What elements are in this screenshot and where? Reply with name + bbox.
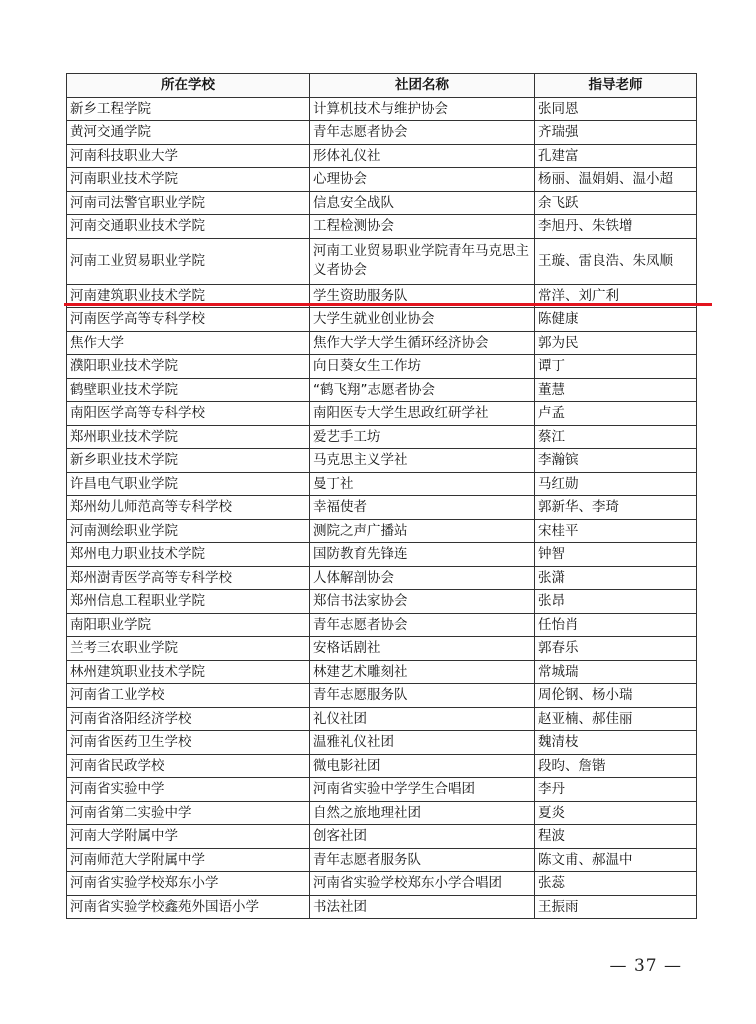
advisor-cell: 杨丽、温娟娟、温小超: [535, 168, 697, 192]
club-cell: 工程检测协会: [310, 215, 535, 239]
school-cell: 南阳职业学院: [67, 613, 310, 637]
club-cell: 大学生就业创业协会: [310, 308, 535, 332]
advisor-cell: 齐瑞强: [535, 121, 697, 145]
advisor-cell: 李丹: [535, 778, 697, 802]
club-cell: 河南省实验学校郑东小学合唱团: [310, 872, 535, 896]
club-cell: 青年志愿服务队: [310, 684, 535, 708]
table-row: [67, 519, 697, 543]
table-row: [67, 378, 697, 402]
red-highlight-line: [64, 303, 712, 306]
advisor-cell: 魏清枝: [535, 731, 697, 755]
table-row: [67, 472, 697, 496]
club-cell: 安格话剧社: [310, 637, 535, 661]
school-cell: 河南建筑职业技术学院: [67, 284, 310, 308]
advisor-cell: 任怡肖: [535, 613, 697, 637]
club-cell: 焦作大学大学生循环经济协会: [310, 331, 535, 355]
club-cell: 郑信书法家协会: [310, 590, 535, 614]
advisor-cell: 陈文甫、郝温中: [535, 848, 697, 872]
header-school: 所在学校: [67, 74, 310, 98]
advisor-cell: 常城瑞: [535, 660, 697, 684]
header-advisor: 指导老师: [535, 74, 697, 98]
club-cell: 青年志愿者协会: [310, 121, 535, 145]
school-cell: 郑州澍青医学高等专科学校: [67, 566, 310, 590]
school-cell: 黄河交通学院: [67, 121, 310, 145]
school-cell: 林州建筑职业技术学院: [67, 660, 310, 684]
school-cell: 许昌电气职业学院: [67, 472, 310, 496]
club-cell: 计算机技术与维护协会: [310, 97, 535, 121]
school-cell: 河南省洛阳经济学校: [67, 707, 310, 731]
advisor-cell: 李瀚镔: [535, 449, 697, 473]
school-cell: 河南科技职业大学: [67, 144, 310, 168]
table-row: [67, 801, 697, 825]
club-cell: 自然之旅地理社团: [310, 801, 535, 825]
school-cell: 河南医学高等专科学校: [67, 308, 310, 332]
club-cell: 学生资助服务队: [310, 284, 535, 308]
table-row: [67, 613, 697, 637]
header-club: 社团名称: [310, 74, 535, 98]
school-cell: 河南司法警官职业学院: [67, 191, 310, 215]
table-row: [67, 848, 697, 872]
school-cell: 河南省实验中学: [67, 778, 310, 802]
table-row: [67, 707, 697, 731]
advisor-cell: 董慧: [535, 378, 697, 402]
school-cell: 濮阳职业技术学院: [67, 355, 310, 379]
school-cell: 河南省实验学校鑫苑外国语小学: [67, 895, 310, 919]
table-row: [67, 331, 697, 355]
advisor-cell: 宋桂平: [535, 519, 697, 543]
school-cell: 河南省实验学校郑东小学: [67, 872, 310, 896]
table-row: [67, 121, 697, 145]
school-cell: 郑州职业技术学院: [67, 425, 310, 449]
advisor-cell: 夏炎: [535, 801, 697, 825]
advisor-cell: 郭新华、李琦: [535, 496, 697, 520]
table-row: [67, 660, 697, 684]
school-cell: 河南测绘职业学院: [67, 519, 310, 543]
club-cell: 测院之声广播站: [310, 519, 535, 543]
table-row: [67, 872, 697, 896]
table-body: [67, 97, 697, 919]
club-cell: 人体解剖协会: [310, 566, 535, 590]
school-cell: 新乡职业技术学院: [67, 449, 310, 473]
advisor-cell: 李旭丹、朱铁增: [535, 215, 697, 239]
table-row: [67, 684, 697, 708]
school-cell: 鹤壁职业技术学院: [67, 378, 310, 402]
advisor-cell: 孔建富: [535, 144, 697, 168]
table-row: [67, 168, 697, 192]
school-cell: 河南职业技术学院: [67, 168, 310, 192]
table-row: [67, 402, 697, 426]
table-row: [67, 637, 697, 661]
school-cell: 新乡工程学院: [67, 97, 310, 121]
advisor-cell: 王璇、雷良浩、朱凤顺: [535, 238, 697, 284]
club-cell: 河南省实验中学学生合唱团: [310, 778, 535, 802]
advisor-cell: 张蕊: [535, 872, 697, 896]
club-cell: 青年志愿者服务队: [310, 848, 535, 872]
advisor-cell: 王振雨: [535, 895, 697, 919]
table-row: [67, 308, 697, 332]
school-cell: 郑州电力职业技术学院: [67, 543, 310, 567]
club-cell: 温雅礼仪社团: [310, 731, 535, 755]
table-row: [67, 238, 697, 284]
table-row: [67, 778, 697, 802]
table-row: [67, 355, 697, 379]
advisor-cell: 常洋、刘广利: [535, 284, 697, 308]
advisor-cell: 郭为民: [535, 331, 697, 355]
page-number: — 37 —: [609, 956, 682, 976]
advisor-cell: 钟智: [535, 543, 697, 567]
table-row: [67, 825, 697, 849]
advisor-cell: 张昂: [535, 590, 697, 614]
advisor-cell: 张潇: [535, 566, 697, 590]
club-cell: 书法社团: [310, 895, 535, 919]
table-row: [67, 449, 697, 473]
club-cell: 礼仪社团: [310, 707, 535, 731]
table-row: [67, 215, 697, 239]
club-cell: 信息安全战队: [310, 191, 535, 215]
table-row: [67, 731, 697, 755]
advisor-cell: 卢孟: [535, 402, 697, 426]
table-row: [67, 425, 697, 449]
advisor-cell: 程波: [535, 825, 697, 849]
table-row: [67, 191, 697, 215]
table-row: [67, 754, 697, 778]
club-cell: 创客社团: [310, 825, 535, 849]
school-cell: 河南省民政学校: [67, 754, 310, 778]
advisor-cell: 张同恩: [535, 97, 697, 121]
advisor-cell: 谭丁: [535, 355, 697, 379]
school-cell: 焦作大学: [67, 331, 310, 355]
table-row: [67, 543, 697, 567]
advisor-cell: 周伦钢、杨小瑞: [535, 684, 697, 708]
advisor-cell: 赵亚楠、郝佳丽: [535, 707, 697, 731]
table-row: [67, 97, 697, 121]
club-cell: 爱艺手工坊: [310, 425, 535, 449]
header-row: [67, 74, 697, 98]
advisor-cell: 陈健康: [535, 308, 697, 332]
school-cell: 河南省医药卫生学校: [67, 731, 310, 755]
advisor-cell: 蔡江: [535, 425, 697, 449]
table-row: [67, 144, 697, 168]
advisor-cell: 马红勋: [535, 472, 697, 496]
club-cell: 河南工业贸易职业学院青年马克思主义者协会: [310, 238, 535, 284]
club-cell: 幸福使者: [310, 496, 535, 520]
table-header: [67, 74, 697, 98]
club-cell: 国防教育先锋连: [310, 543, 535, 567]
table-row: [67, 566, 697, 590]
school-cell: 郑州信息工程职业学院: [67, 590, 310, 614]
school-cell: 兰考三农职业学院: [67, 637, 310, 661]
club-cell: “鹤飞翔”志愿者协会: [310, 378, 535, 402]
table-row: [67, 895, 697, 919]
club-cell: 马克思主义学社: [310, 449, 535, 473]
club-cell: 青年志愿者协会: [310, 613, 535, 637]
school-cell: 郑州幼儿师范高等专科学校: [67, 496, 310, 520]
table-row: [67, 590, 697, 614]
advisor-cell: 郭春乐: [535, 637, 697, 661]
school-cell: 河南省工业学校: [67, 684, 310, 708]
school-cell: 河南工业贸易职业学院: [67, 238, 310, 284]
club-roster-table: [66, 73, 697, 919]
club-cell: 向日葵女生工作坊: [310, 355, 535, 379]
school-cell: 河南省第二实验中学: [67, 801, 310, 825]
club-cell: 心理协会: [310, 168, 535, 192]
table-row: [67, 496, 697, 520]
school-cell: 河南交通职业技术学院: [67, 215, 310, 239]
advisor-cell: 段昀、詹锴: [535, 754, 697, 778]
club-cell: 林建艺术雕刻社: [310, 660, 535, 684]
school-cell: 河南师范大学附属中学: [67, 848, 310, 872]
club-cell: 形体礼仪社: [310, 144, 535, 168]
club-cell: 曼丁社: [310, 472, 535, 496]
club-cell: 南阳医专大学生思政红研学社: [310, 402, 535, 426]
school-cell: 河南大学附属中学: [67, 825, 310, 849]
advisor-cell: 余飞跃: [535, 191, 697, 215]
club-cell: 微电影社团: [310, 754, 535, 778]
school-cell: 南阳医学高等专科学校: [67, 402, 310, 426]
